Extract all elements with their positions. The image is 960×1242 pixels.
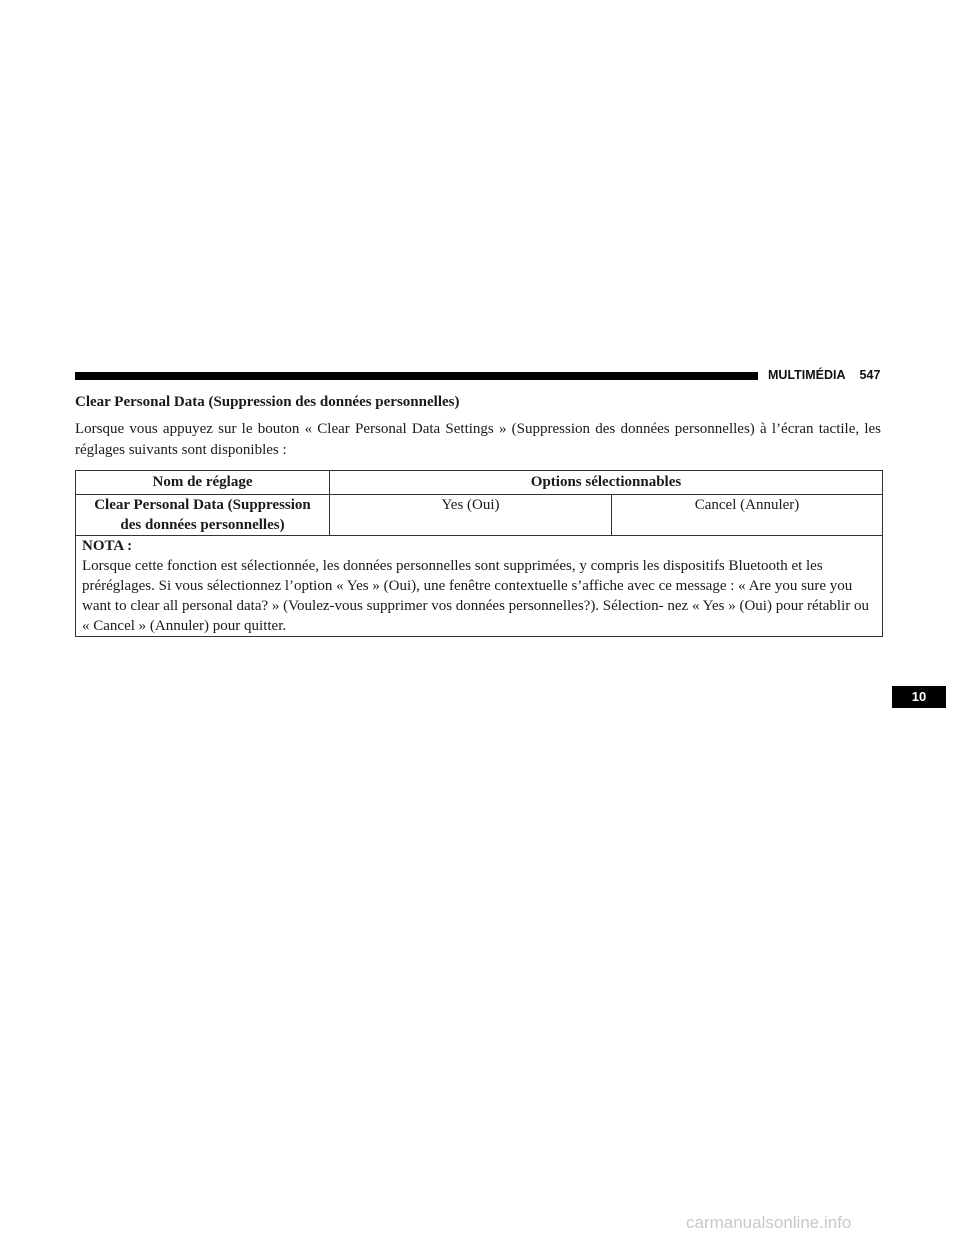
running-header (768, 368, 880, 382)
intro-paragraph: Lorsque vous appuyez sur le bouton « Clear Personal Data Settings » (Suppression des données personnelles) à l’écran tactile, les réglages suivants sont disponibles : (75, 421, 881, 458)
page-number: 547 (859, 368, 881, 382)
setting-name-cell: Clear Personal Data (Suppression des données personnelles) (76, 495, 330, 536)
note-title: NOTA : (82, 538, 133, 554)
option-yes-cell: Yes (Oui) (330, 495, 612, 536)
note-cell (76, 536, 883, 637)
table-row (76, 495, 883, 536)
note-text: Lorsque cette fonction est sélectionnée, les données personnelles sont supprimées, y compris les dispositifs Bluetooth et les préréglages. Si vous sélectionnez l’option « Yes » (Oui), une fenêtre contextuelle s’affiche avec ce message : « Are you sure you want to clear all personal data? » (Voulez-vous supprimer vos données personnelles?). Sélection- nez « Yes » (Oui) pour rétablir ou « Cancel » (Annuler) pour quitter. (82, 558, 870, 634)
header-section: MULTIMÉDIA (768, 368, 846, 382)
column-header-options: Options sélectionnables (330, 471, 883, 495)
chapter-tab: 10 (892, 686, 946, 708)
table-header-row (76, 471, 883, 495)
header-rule (75, 372, 758, 380)
watermark: carmanualsonline.info (686, 1213, 852, 1232)
column-header-setting-name: Nom de réglage (76, 471, 330, 495)
note-row (76, 536, 883, 637)
section-title: Clear Personal Data (Suppression des données personnelles) (75, 394, 460, 410)
settings-table (75, 470, 883, 637)
option-cancel-cell: Cancel (Annuler) (612, 495, 883, 536)
